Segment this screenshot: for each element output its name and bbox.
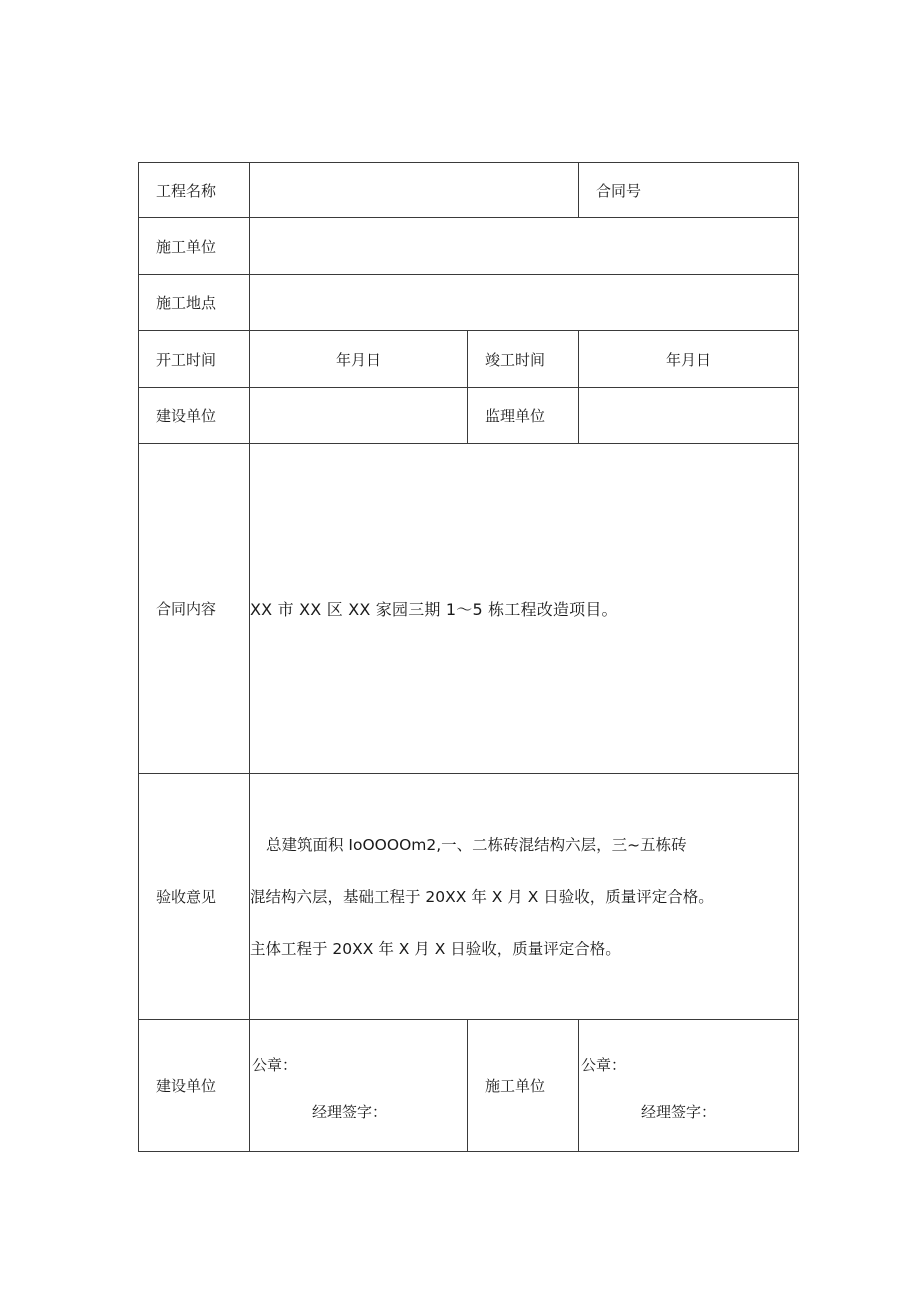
owner-seal-label: 公章： (252, 1056, 298, 1074)
row-parties (139, 388, 799, 444)
owner-label: 建设单位 (139, 388, 250, 444)
acceptance-line: 混结构六层，基础工程于 20XX 年 X 月 X 日验收，质量评定合格。 (250, 887, 714, 906)
sign-constructor-label: 施工单位 (468, 1020, 579, 1152)
finish-date-label: 竣工时间 (468, 331, 579, 388)
owner-field[interactable] (250, 388, 468, 444)
row-signatures (139, 1020, 799, 1152)
acceptance-line: 主体工程于 20XX 年 X 月 X 日验收，质量评定合格。 (250, 939, 621, 958)
finish-date-field[interactable]: 年月日 (579, 331, 799, 388)
contract-no-label: 合同号 (579, 163, 799, 218)
project-name-label: 工程名称 (139, 163, 250, 218)
owner-signature-label: 经理签字： (312, 1103, 388, 1121)
start-date-label: 开工时间 (139, 331, 250, 388)
sign-constructor-area[interactable] (579, 1020, 799, 1152)
acceptance-field[interactable] (250, 774, 799, 1020)
acceptance-form-table (138, 162, 799, 1152)
row-contract-content (139, 444, 799, 774)
row-dates (139, 331, 799, 388)
supervisor-label: 监理单位 (468, 388, 579, 444)
site-label: 施工地点 (139, 275, 250, 331)
site-field[interactable] (250, 275, 799, 331)
row-site (139, 275, 799, 331)
sign-owner-area[interactable] (250, 1020, 468, 1152)
constructor-seal-label: 公章： (581, 1056, 627, 1074)
row-acceptance (139, 774, 799, 1020)
sign-owner-label: 建设单位 (139, 1020, 250, 1152)
acceptance-line: 总建筑面积 IoOOOOm2,一、二栋砖混结构六层，三~五栋砖 (266, 835, 687, 854)
start-date-field[interactable]: 年月日 (250, 331, 468, 388)
project-name-field[interactable] (250, 163, 579, 218)
row-constructor (139, 218, 799, 275)
row-project-name (139, 163, 799, 218)
contract-content-label: 合同内容 (139, 444, 250, 774)
constructor-label: 施工单位 (139, 218, 250, 275)
contract-content-field[interactable]: XX 市 XX 区 XX 家园三期 1～5 栋工程改造项目。 (250, 444, 799, 774)
acceptance-label: 验收意见 (139, 774, 250, 1020)
supervisor-field[interactable] (579, 388, 799, 444)
constructor-field[interactable] (250, 218, 799, 275)
constructor-signature-label: 经理签字： (641, 1103, 717, 1121)
